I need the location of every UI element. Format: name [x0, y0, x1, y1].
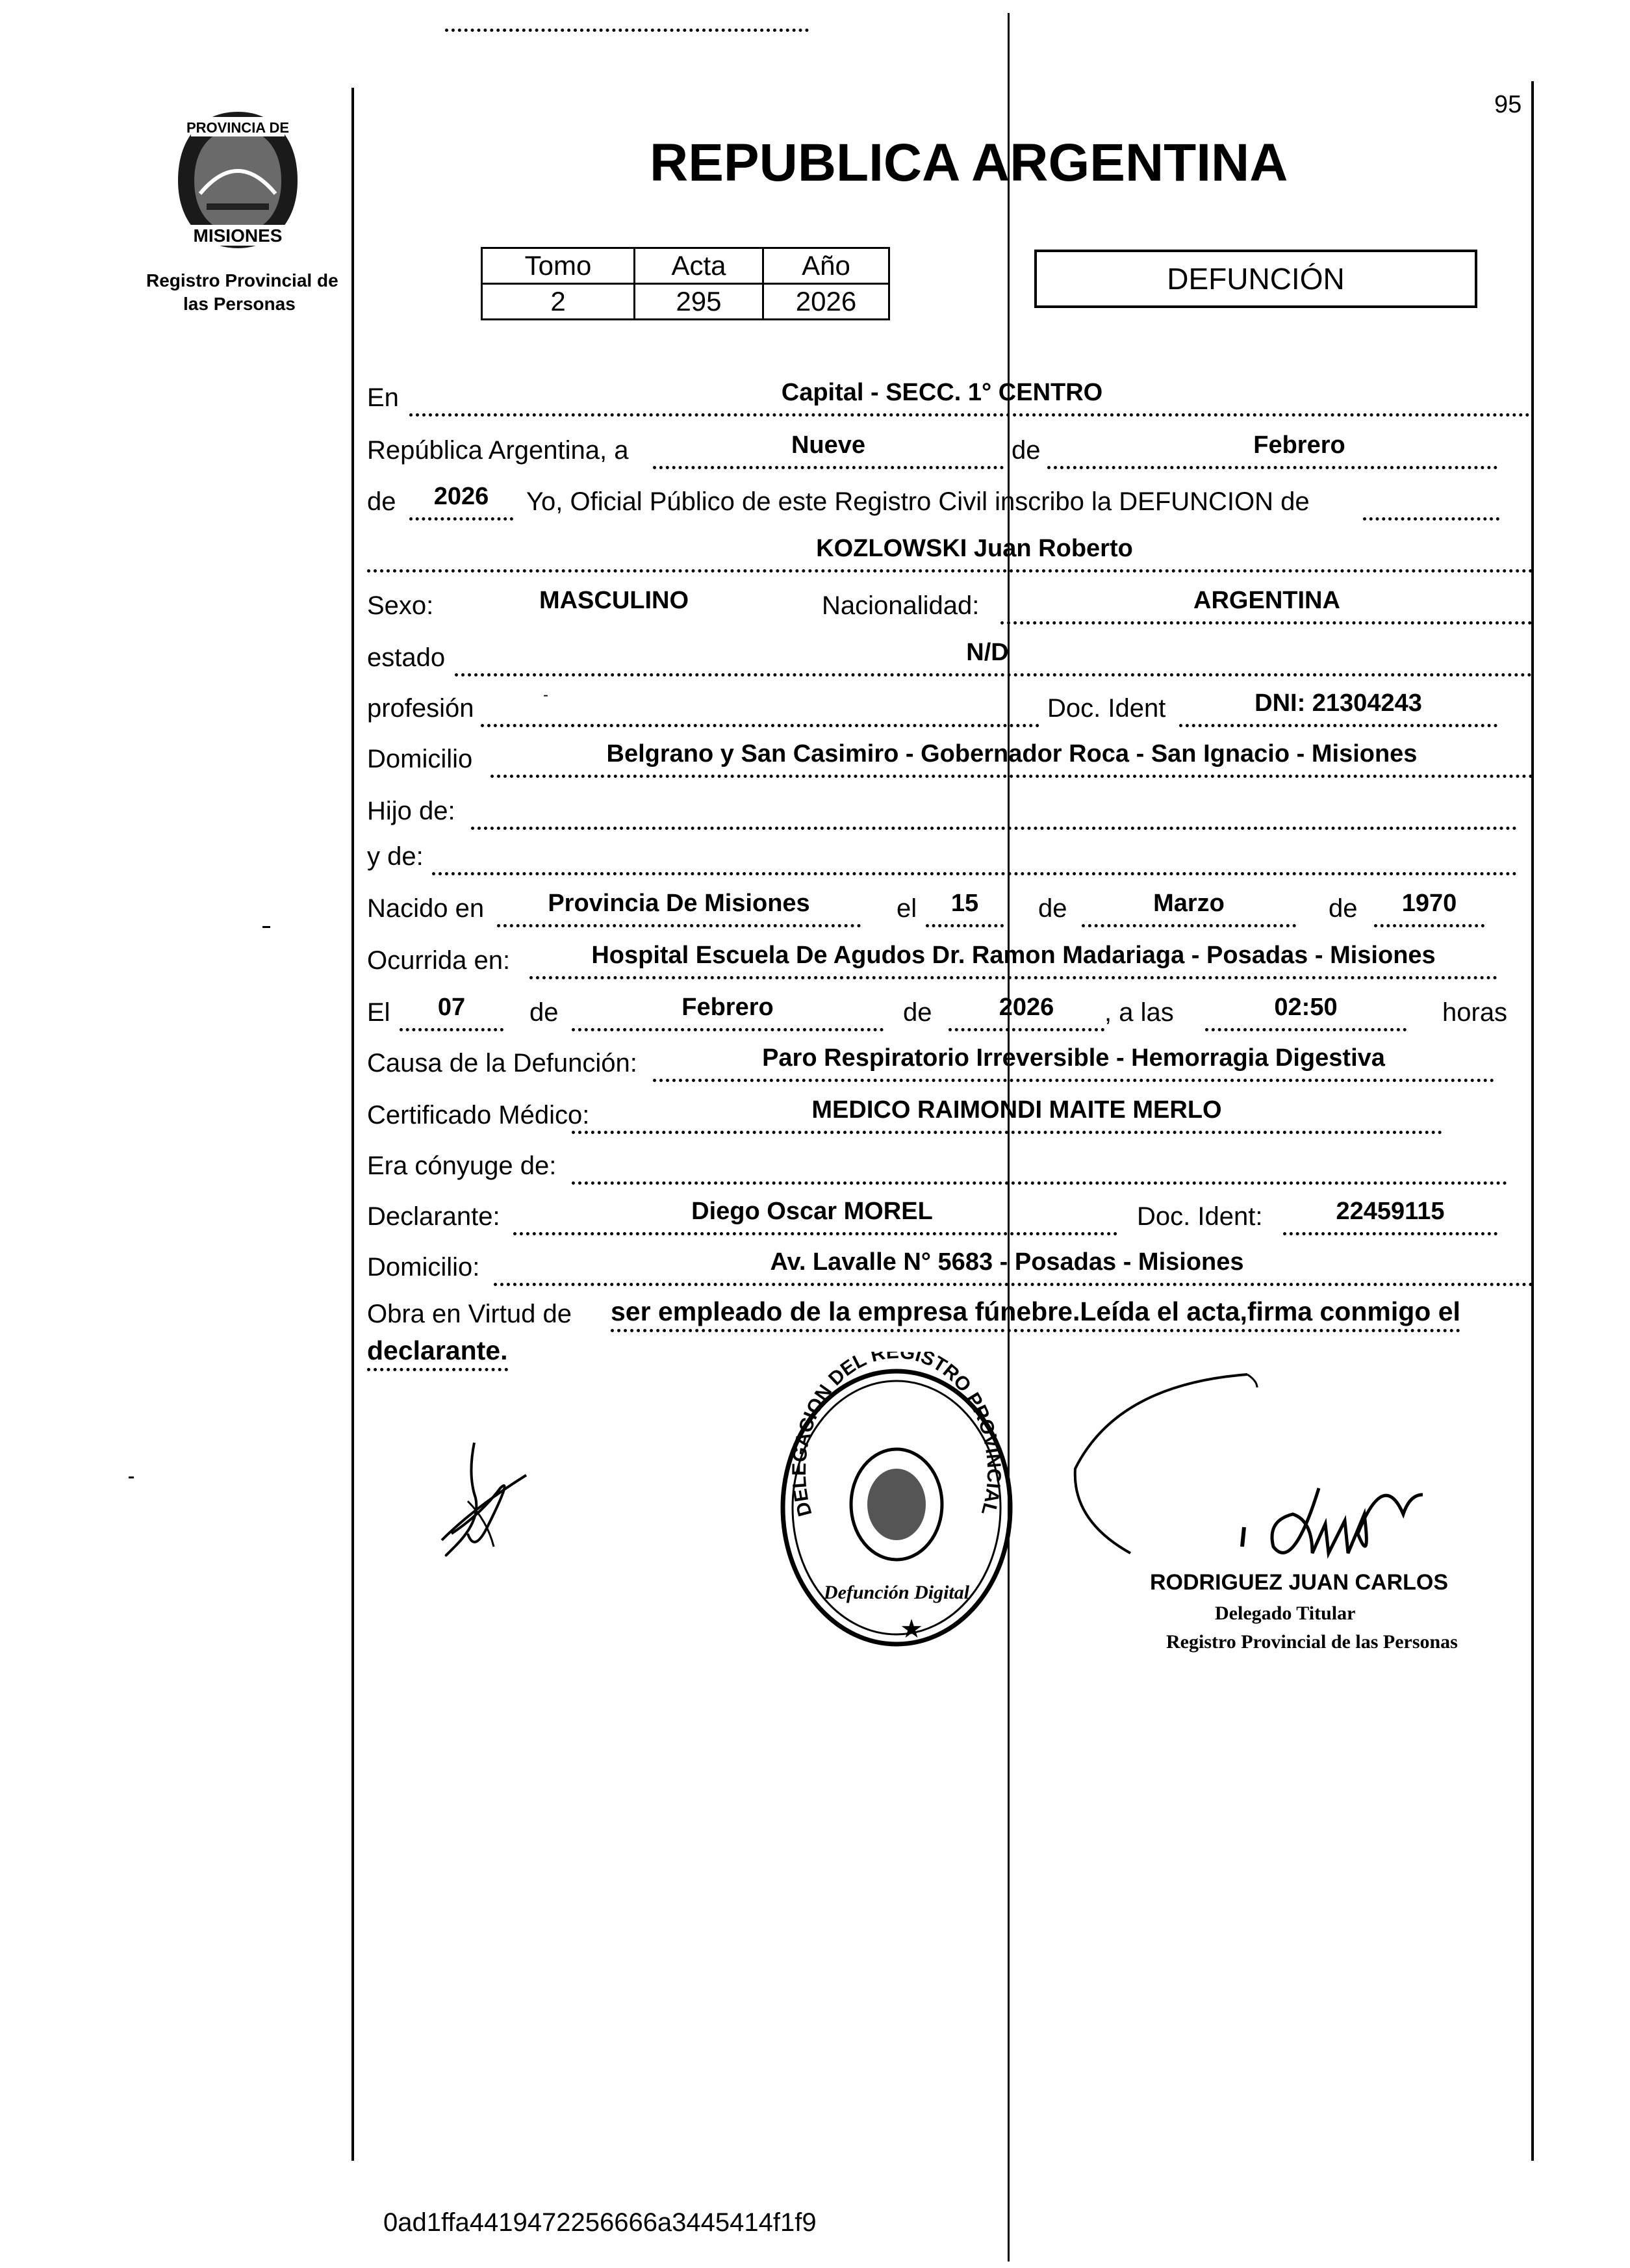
margin-tick	[129, 1476, 134, 1478]
de-death-year-label: de	[903, 998, 932, 1027]
estado-label: estado	[367, 643, 446, 672]
alas-label: , a las	[1104, 998, 1174, 1027]
certificado-value: MEDICO RAIMONDI MAITE MERLO	[811, 1096, 1222, 1124]
horas-label: horas	[1442, 998, 1508, 1027]
conyuge-field	[572, 1153, 1507, 1185]
svg-text:Defunción Digital: Defunción Digital	[823, 1582, 970, 1603]
margin-tick	[262, 926, 270, 928]
inscribo-text: Yo, Oficial Público de este Registro Civil inscribo la DEFUNCION de	[526, 487, 1310, 516]
province-logo	[174, 109, 301, 252]
svg-text:MISIONES: MISIONES	[193, 226, 283, 246]
official-seal	[770, 1352, 1017, 1651]
page-title: REPUBLICA ARGENTINA	[650, 133, 1288, 192]
yde-label: y de:	[367, 842, 424, 871]
de-birth-year-label: de	[1329, 894, 1358, 923]
official-signature	[1020, 1358, 1475, 1595]
declarante-value: Diego Oscar MOREL	[691, 1198, 933, 1225]
nacido-value: Provincia De Misiones	[548, 890, 810, 917]
official-name: RODRIGUEZ JUAN CARLOS	[1150, 1570, 1449, 1595]
ocurrida-value: Hospital Escuela De Agudos Dr. Ramon Madariaga - Posadas - Misiones	[591, 942, 1436, 969]
registry-name-line2: las Personas	[183, 294, 296, 314]
ocurrida-label: Ocurrida en:	[367, 946, 511, 975]
de-label: de	[1012, 436, 1041, 465]
estado-value: N/D	[966, 639, 1009, 666]
year-value: 2026	[433, 483, 489, 510]
record-type-box	[1034, 250, 1477, 308]
profesion-value: -	[543, 686, 548, 704]
footer-hash: 0ad1ffa4419472256666a3445414f1f9	[383, 2208, 817, 2237]
obra-label: Obra en Virtud de	[367, 1300, 572, 1328]
page-number: 95	[1494, 91, 1522, 118]
declarante-label: Declarante:	[367, 1202, 500, 1231]
table-cell-acta: 295	[635, 284, 763, 320]
decl-doc-value: 22459115	[1336, 1198, 1445, 1225]
table-row	[482, 248, 889, 284]
hijo-label: Hijo de:	[367, 797, 455, 825]
svg-text:★: ★	[900, 1614, 923, 1644]
nacionalidad-value: ARGENTINA	[1193, 587, 1340, 614]
registry-name-line1: Registro Provincial de	[146, 270, 338, 290]
obra-value-continued: declarante.	[367, 1337, 508, 1371]
republica-label: República Argentina, a	[367, 436, 629, 465]
month-value: Febrero	[1253, 432, 1345, 459]
conyuge-label: Era cónyuge de:	[367, 1152, 557, 1180]
decl-doc-label: Doc. Ident:	[1137, 1202, 1263, 1231]
inscribo-trailing-field	[1363, 489, 1499, 521]
profesion-label: profesión	[367, 694, 474, 723]
svg-text:PROVINCIA DE: PROVINCIA DE	[186, 120, 290, 136]
table-cell-tomo: 2	[482, 284, 635, 320]
decl-domicilio-label: Domicilio:	[367, 1253, 480, 1282]
table-header-acta: Acta	[635, 248, 763, 284]
sexo-field	[445, 0, 809, 32]
nacido-label: Nacido en	[367, 894, 485, 923]
decl-domicilio-value: Av. Lavalle N° 5683 - Posadas - Misiones	[770, 1248, 1244, 1276]
deceased-name: KOZLOWSKI Juan Roberto	[816, 535, 1133, 562]
el-label: el	[897, 894, 917, 923]
yde-field	[432, 844, 1517, 875]
de-birth-month-label: de	[1038, 894, 1067, 923]
birth-year-value: 1970	[1401, 890, 1457, 917]
birth-month-value: Marzo	[1153, 890, 1225, 917]
official-org: Registro Provincial de las Personas	[1166, 1631, 1458, 1653]
death-month-value: Febrero	[681, 994, 774, 1021]
table-header-tomo: Tomo	[482, 248, 635, 284]
hijo-field	[471, 798, 1517, 830]
official-role: Delegado Titular	[1215, 1603, 1356, 1624]
death-day-value: 07	[437, 994, 466, 1021]
de-death-month-label: de	[529, 998, 559, 1027]
right-margin-line	[1531, 81, 1534, 2161]
record-type-label: DEFUNCIÓN	[1167, 262, 1345, 296]
table-header-ano: Año	[763, 248, 889, 284]
en-label: En	[367, 383, 399, 412]
profesion-field	[481, 695, 1039, 727]
declarant-signature	[429, 1436, 533, 1566]
day-value: Nueve	[791, 432, 866, 459]
doc-ident-label: Doc. Ident	[1047, 694, 1166, 723]
death-year-value: 2026	[999, 994, 1054, 1021]
record-table	[481, 247, 890, 320]
svg-text:DELEGACION DEL REGISTRO PROVIN: DELEGACION DEL REGISTRO PROVINCIAL	[788, 1352, 1005, 1519]
left-margin-line	[351, 88, 354, 2161]
table-row	[482, 284, 889, 320]
death-time-value: 02:50	[1274, 994, 1338, 1021]
domicilio-value: Belgrano y San Casimiro - Gobernador Roca - San Ignacio - Misiones	[606, 740, 1418, 767]
doc-ident-value: DNI: 21304243	[1254, 689, 1422, 717]
en-value: Capital - SECC. 1° CENTRO	[781, 379, 1103, 406]
nacionalidad-label: Nacionalidad:	[822, 591, 980, 620]
sexo-value: MASCULINO	[539, 587, 689, 614]
causa-value: Paro Respiratorio Irreversible - Hemorragia Digestiva	[762, 1044, 1385, 1072]
de-year-label: de	[367, 487, 396, 516]
El-label: El	[367, 998, 390, 1027]
certificado-label: Certificado Médico:	[367, 1101, 590, 1129]
center-fold-line	[1008, 13, 1010, 2262]
causa-label: Causa de la Defunción:	[367, 1049, 637, 1077]
birth-day-value: 15	[950, 890, 979, 917]
domicilio-label: Domicilio	[367, 745, 473, 773]
sexo-label: Sexo:	[367, 591, 434, 620]
table-cell-ano: 2026	[763, 284, 889, 320]
obra-value: ser empleado de la empresa fúnebre.Leída el acta,firma conmigo el	[611, 1298, 1460, 1332]
